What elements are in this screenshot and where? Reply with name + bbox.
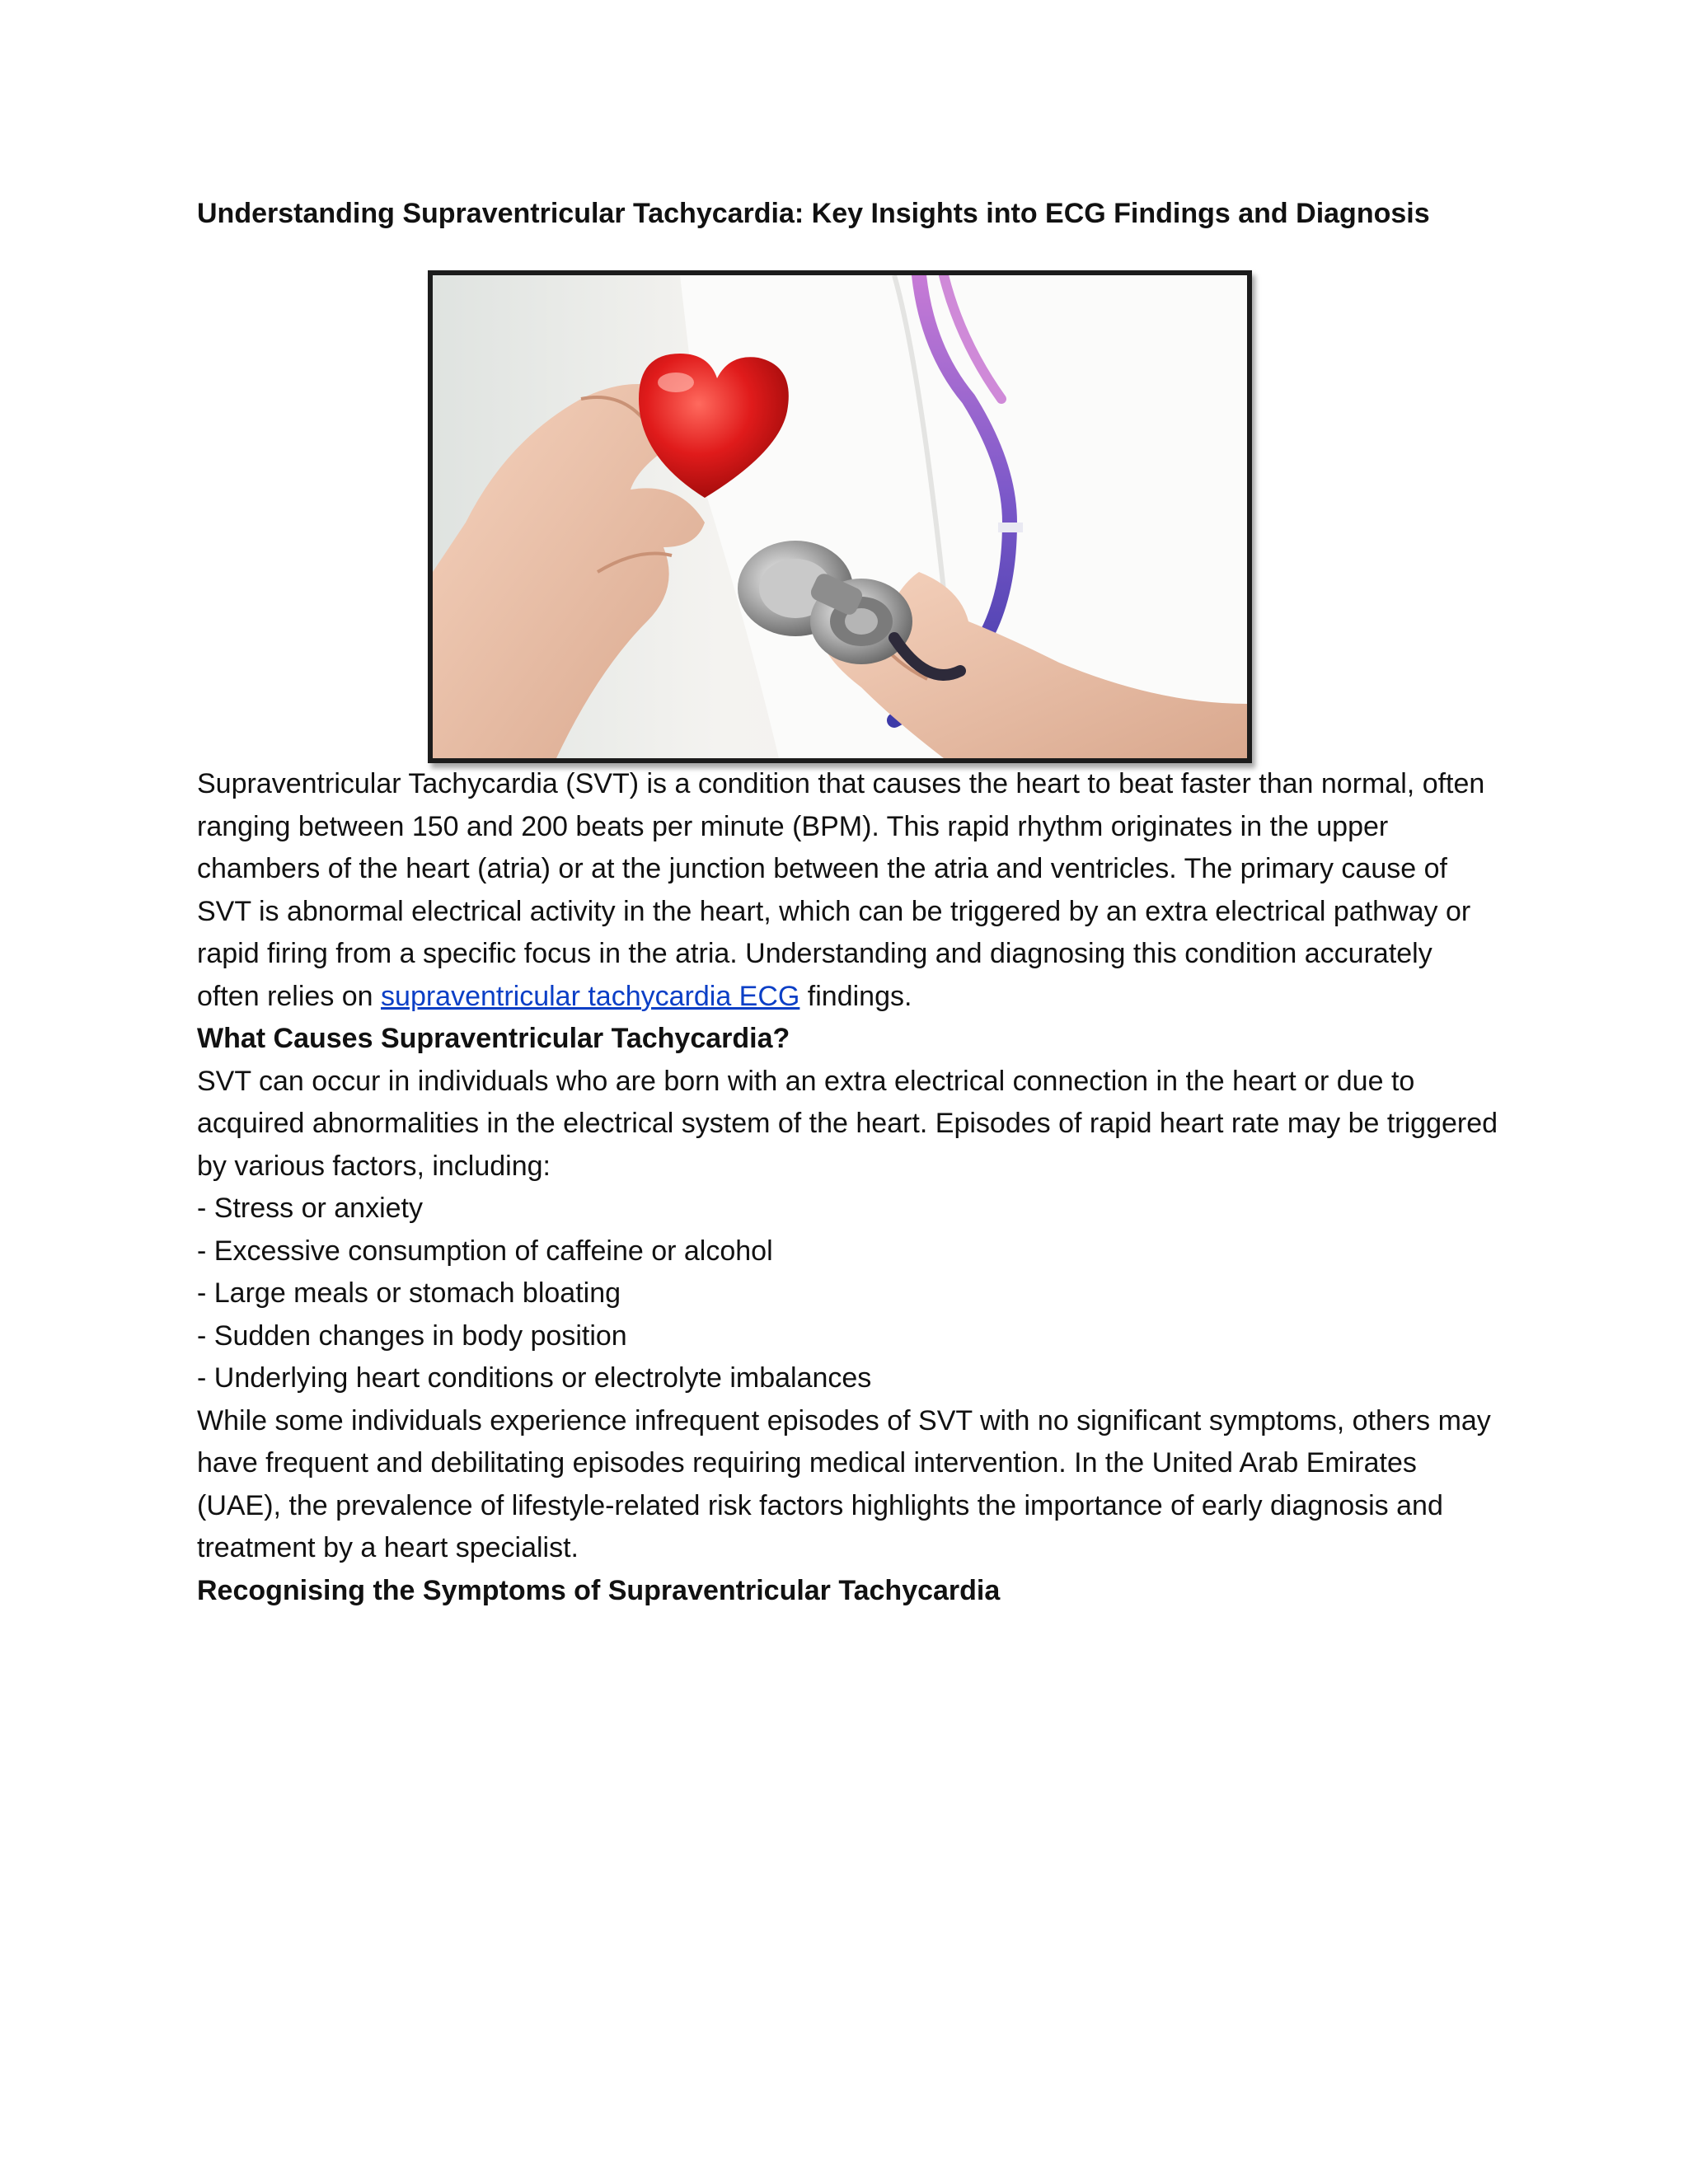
causes-heading: What Causes Supraventricular Tachycardia? bbox=[197, 1023, 790, 1054]
intro-text-before-link: Supraventricular Tachycardia (SVT) is a condition that causes the heart to beat faster than normal, often ranging between 150 and 200 beats per minute (BPM). This rapid rhythm originates in the upper chambers of the heart (atria) or at the junction between the atria and ventricles. The primary cause of SVT is abnormal electrical activity in the heart, which can be triggered by an extra electrical pathway or rapid firing from a specific focus in the atria. Understanding and diagnosing this condition accurately often relies on bbox=[197, 768, 1485, 1012]
list-item: - Underlying heart conditions or electrolyte imbalances bbox=[197, 1362, 872, 1394]
causes-paragraph: SVT can occur in individuals who are born with an extra electrical connection in the heart or due to acquired abnormalities in the electrical system of the heart. Episodes of rapid heart rate may be triggered by various factors, including: bbox=[197, 1065, 1498, 1182]
document-content bbox=[197, 196, 1499, 1612]
list-item: - Stress or anxiety bbox=[197, 1193, 423, 1224]
heart-stethoscope-photo bbox=[428, 270, 1252, 763]
intro-text-after-link: findings. bbox=[799, 980, 912, 1012]
svt-ecg-link[interactable]: supraventricular tachycardia ECG bbox=[381, 980, 800, 1012]
causes-closing-paragraph: While some individuals experience infrequent episodes of SVT with no significant symptoms, others may have frequent and debilitating episodes requiring medical intervention. In the United Arab Emirates (UAE), the prevalence of lifestyle-related risk factors highlights the importance of early diagnosis and treatment by a heart specialist. bbox=[197, 1404, 1491, 1563]
photo-illustration bbox=[433, 275, 1247, 758]
symptoms-heading: Recognising the Symptoms of Supraventricular Tachycardia bbox=[197, 1574, 1001, 1606]
list-item: - Sudden changes in body position bbox=[197, 1319, 627, 1352]
intro-paragraph bbox=[197, 763, 1499, 1018]
document-title: Understanding Supraventricular Tachycardia: Key Insights into ECG Findings and Diagnosis bbox=[197, 198, 1430, 229]
list-item: - Large meals or stomach bloating bbox=[197, 1277, 621, 1309]
list-item: - Excessive consumption of caffeine or alcohol bbox=[197, 1235, 773, 1267]
